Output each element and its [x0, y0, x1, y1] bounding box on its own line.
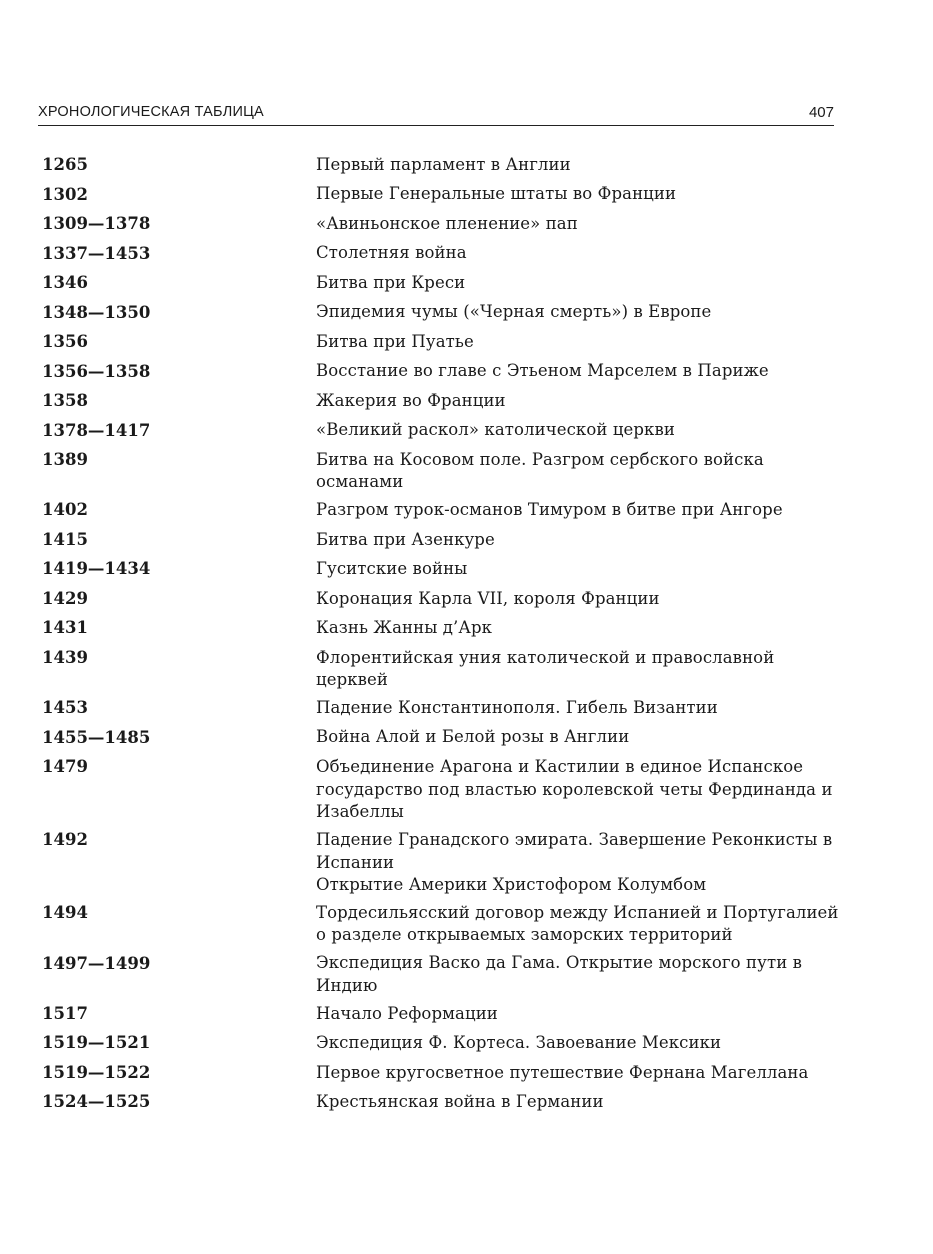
chronology-row	[38, 329, 848, 355]
entry-event: Крестьянская война в Германии	[316, 1092, 604, 1112]
entry-events	[316, 1089, 848, 1113]
entry-events	[316, 1030, 848, 1054]
entry-event: Тордесильясский договор между Испанией и Португалией о разделе открываемых заморских территорий	[316, 902, 839, 945]
chronology-row	[38, 725, 848, 751]
chronology-row	[38, 497, 848, 523]
entry-year: 1519—1521	[42, 1033, 151, 1053]
entry-year: 1455—1485	[42, 727, 151, 747]
chronology-row	[38, 418, 848, 444]
entry-events	[316, 1060, 848, 1084]
entry-year: 1519—1522	[42, 1062, 151, 1082]
entry-year: 1524—1525	[42, 1092, 151, 1112]
entry-year: 1439	[42, 647, 88, 667]
entry-year: 1348—1350	[42, 302, 151, 322]
entry-event: Война Алой и Белой розы в Англии	[316, 727, 630, 747]
running-title: ХРОНОЛОГИЧЕСКАЯ ТАБЛИЦА	[38, 104, 264, 120]
entry-events	[316, 182, 848, 206]
entry-year: 1358	[42, 391, 88, 410]
entry-events	[316, 388, 848, 412]
chronology-row	[38, 1089, 848, 1115]
entry-event: Падение Константинополя. Гибель Византии	[316, 697, 718, 717]
entry-year: 1302	[42, 184, 88, 204]
chronology-row	[38, 1030, 848, 1056]
entry-year: 1415	[42, 529, 88, 549]
page-number: 407	[808, 104, 834, 121]
entry-year: 1356	[42, 332, 88, 351]
entry-event: Объединение Арагона и Кастилии в единое Испанское государство под властью королевской четы Фердинанда и Изабеллы	[316, 756, 833, 822]
entry-event: Битва на Косовом поле. Разгром сербского войска османами	[316, 449, 764, 492]
entry-event: Битва при Азенкуре	[316, 529, 495, 549]
chronology-row	[38, 951, 848, 998]
entry-event: Казнь Жанны д’Арк	[316, 618, 493, 638]
chronology-row	[38, 270, 848, 296]
entry-events	[316, 300, 848, 324]
chronology-row	[38, 645, 848, 692]
chronology-row	[38, 827, 848, 896]
entry-events	[316, 447, 848, 494]
entry-event: Жакерия во Франции	[316, 390, 506, 410]
chronology-row	[38, 300, 848, 326]
entry-year: 1337—1453	[42, 243, 151, 263]
chronology-table	[38, 152, 848, 1119]
entry-event: Падение Гранадского эмирата. Завершение Реконкисты в Испании	[316, 829, 833, 872]
entry-events	[316, 645, 848, 692]
entry-events	[316, 951, 848, 998]
entry-event: Коронация Карла VII, короля Франции	[316, 588, 660, 608]
entry-events	[316, 1001, 848, 1025]
chronology-row	[38, 182, 848, 208]
entry-year: 1517	[42, 1003, 88, 1023]
entry-events	[316, 241, 848, 265]
entry-events	[316, 497, 848, 521]
entry-year: 1378—1417	[42, 420, 151, 440]
entry-year: 1419—1434	[42, 559, 151, 579]
entry-event: Столетняя война	[316, 243, 467, 263]
chronology-row	[38, 152, 848, 178]
chronology-row	[38, 900, 848, 947]
entry-event: Первый парламент в Англии	[316, 154, 571, 174]
entry-event: Флорентийская уния католической и православной церквей	[316, 647, 775, 690]
entry-year: 1497—1499	[42, 953, 151, 973]
entry-year: 1346	[42, 273, 88, 292]
entry-event: Начало Реформации	[316, 1003, 498, 1023]
entry-events	[316, 556, 848, 580]
entry-events	[316, 725, 848, 749]
entry-event: «Великий раскол» католической церкви	[316, 420, 675, 440]
chronology-row	[38, 388, 848, 414]
entry-events	[316, 754, 848, 823]
entry-year: 1265	[42, 155, 88, 174]
entry-year: 1402	[42, 500, 88, 520]
chronology-row	[38, 241, 848, 267]
chronology-row	[38, 359, 848, 385]
entry-events	[316, 152, 848, 176]
entry-year: 1453	[42, 698, 88, 718]
chronology-row	[38, 556, 848, 582]
entry-year: 1479	[42, 757, 88, 777]
entry-event: Битва при Пуатье	[316, 331, 474, 351]
chronology-row	[38, 695, 848, 721]
entry-events	[316, 270, 848, 294]
entry-year: 1389	[42, 450, 88, 469]
entry-event: Открытие Америки Христофором Колумбом	[316, 875, 707, 895]
entry-events	[316, 615, 848, 639]
entry-event: Первое кругосветное путешествие Фернана Магеллана	[316, 1062, 809, 1082]
entry-events	[316, 211, 848, 235]
entry-event: Битва при Креси	[316, 272, 466, 292]
entry-events	[316, 695, 848, 719]
entry-event: Эпидемия чумы («Черная смерть») в Европе	[316, 302, 712, 322]
chronology-row	[38, 527, 848, 553]
entry-event: Восстание во главе с Этьеном Марселем в Париже	[316, 361, 769, 381]
chronology-row	[38, 586, 848, 612]
entry-events	[316, 329, 848, 353]
entry-events	[316, 359, 848, 383]
entry-events	[316, 418, 848, 442]
entry-year: 1309—1378	[42, 214, 151, 233]
entry-year: 1356—1358	[42, 361, 151, 381]
chronology-row	[38, 447, 848, 494]
entry-events	[316, 827, 848, 896]
entry-year: 1492	[42, 830, 88, 850]
entry-event: Первые Генеральные штаты во Франции	[316, 184, 677, 204]
entry-events	[316, 527, 848, 551]
entry-year: 1431	[42, 618, 88, 638]
chronology-row	[38, 1060, 848, 1086]
chronology-row	[38, 754, 848, 823]
running-header	[38, 103, 834, 126]
entry-events	[316, 900, 848, 947]
entry-event: Экспедиция Ф. Кортеса. Завоевание Мексики	[316, 1033, 722, 1053]
entry-event: Экспедиция Васко да Гама. Открытие морского пути в Индию	[316, 953, 803, 995]
entry-event: Разгром турок-османов Тимуром в битве при Ангоре	[316, 500, 783, 520]
entry-year: 1429	[42, 588, 88, 608]
chronology-row	[38, 615, 848, 641]
chronology-row	[38, 211, 848, 237]
entry-events	[316, 586, 848, 610]
chronology-row	[38, 1001, 848, 1027]
entry-year: 1494	[42, 903, 88, 923]
entry-event: «Авиньонское пленение» пап	[316, 213, 578, 233]
entry-event: Гуситские войны	[316, 559, 468, 579]
